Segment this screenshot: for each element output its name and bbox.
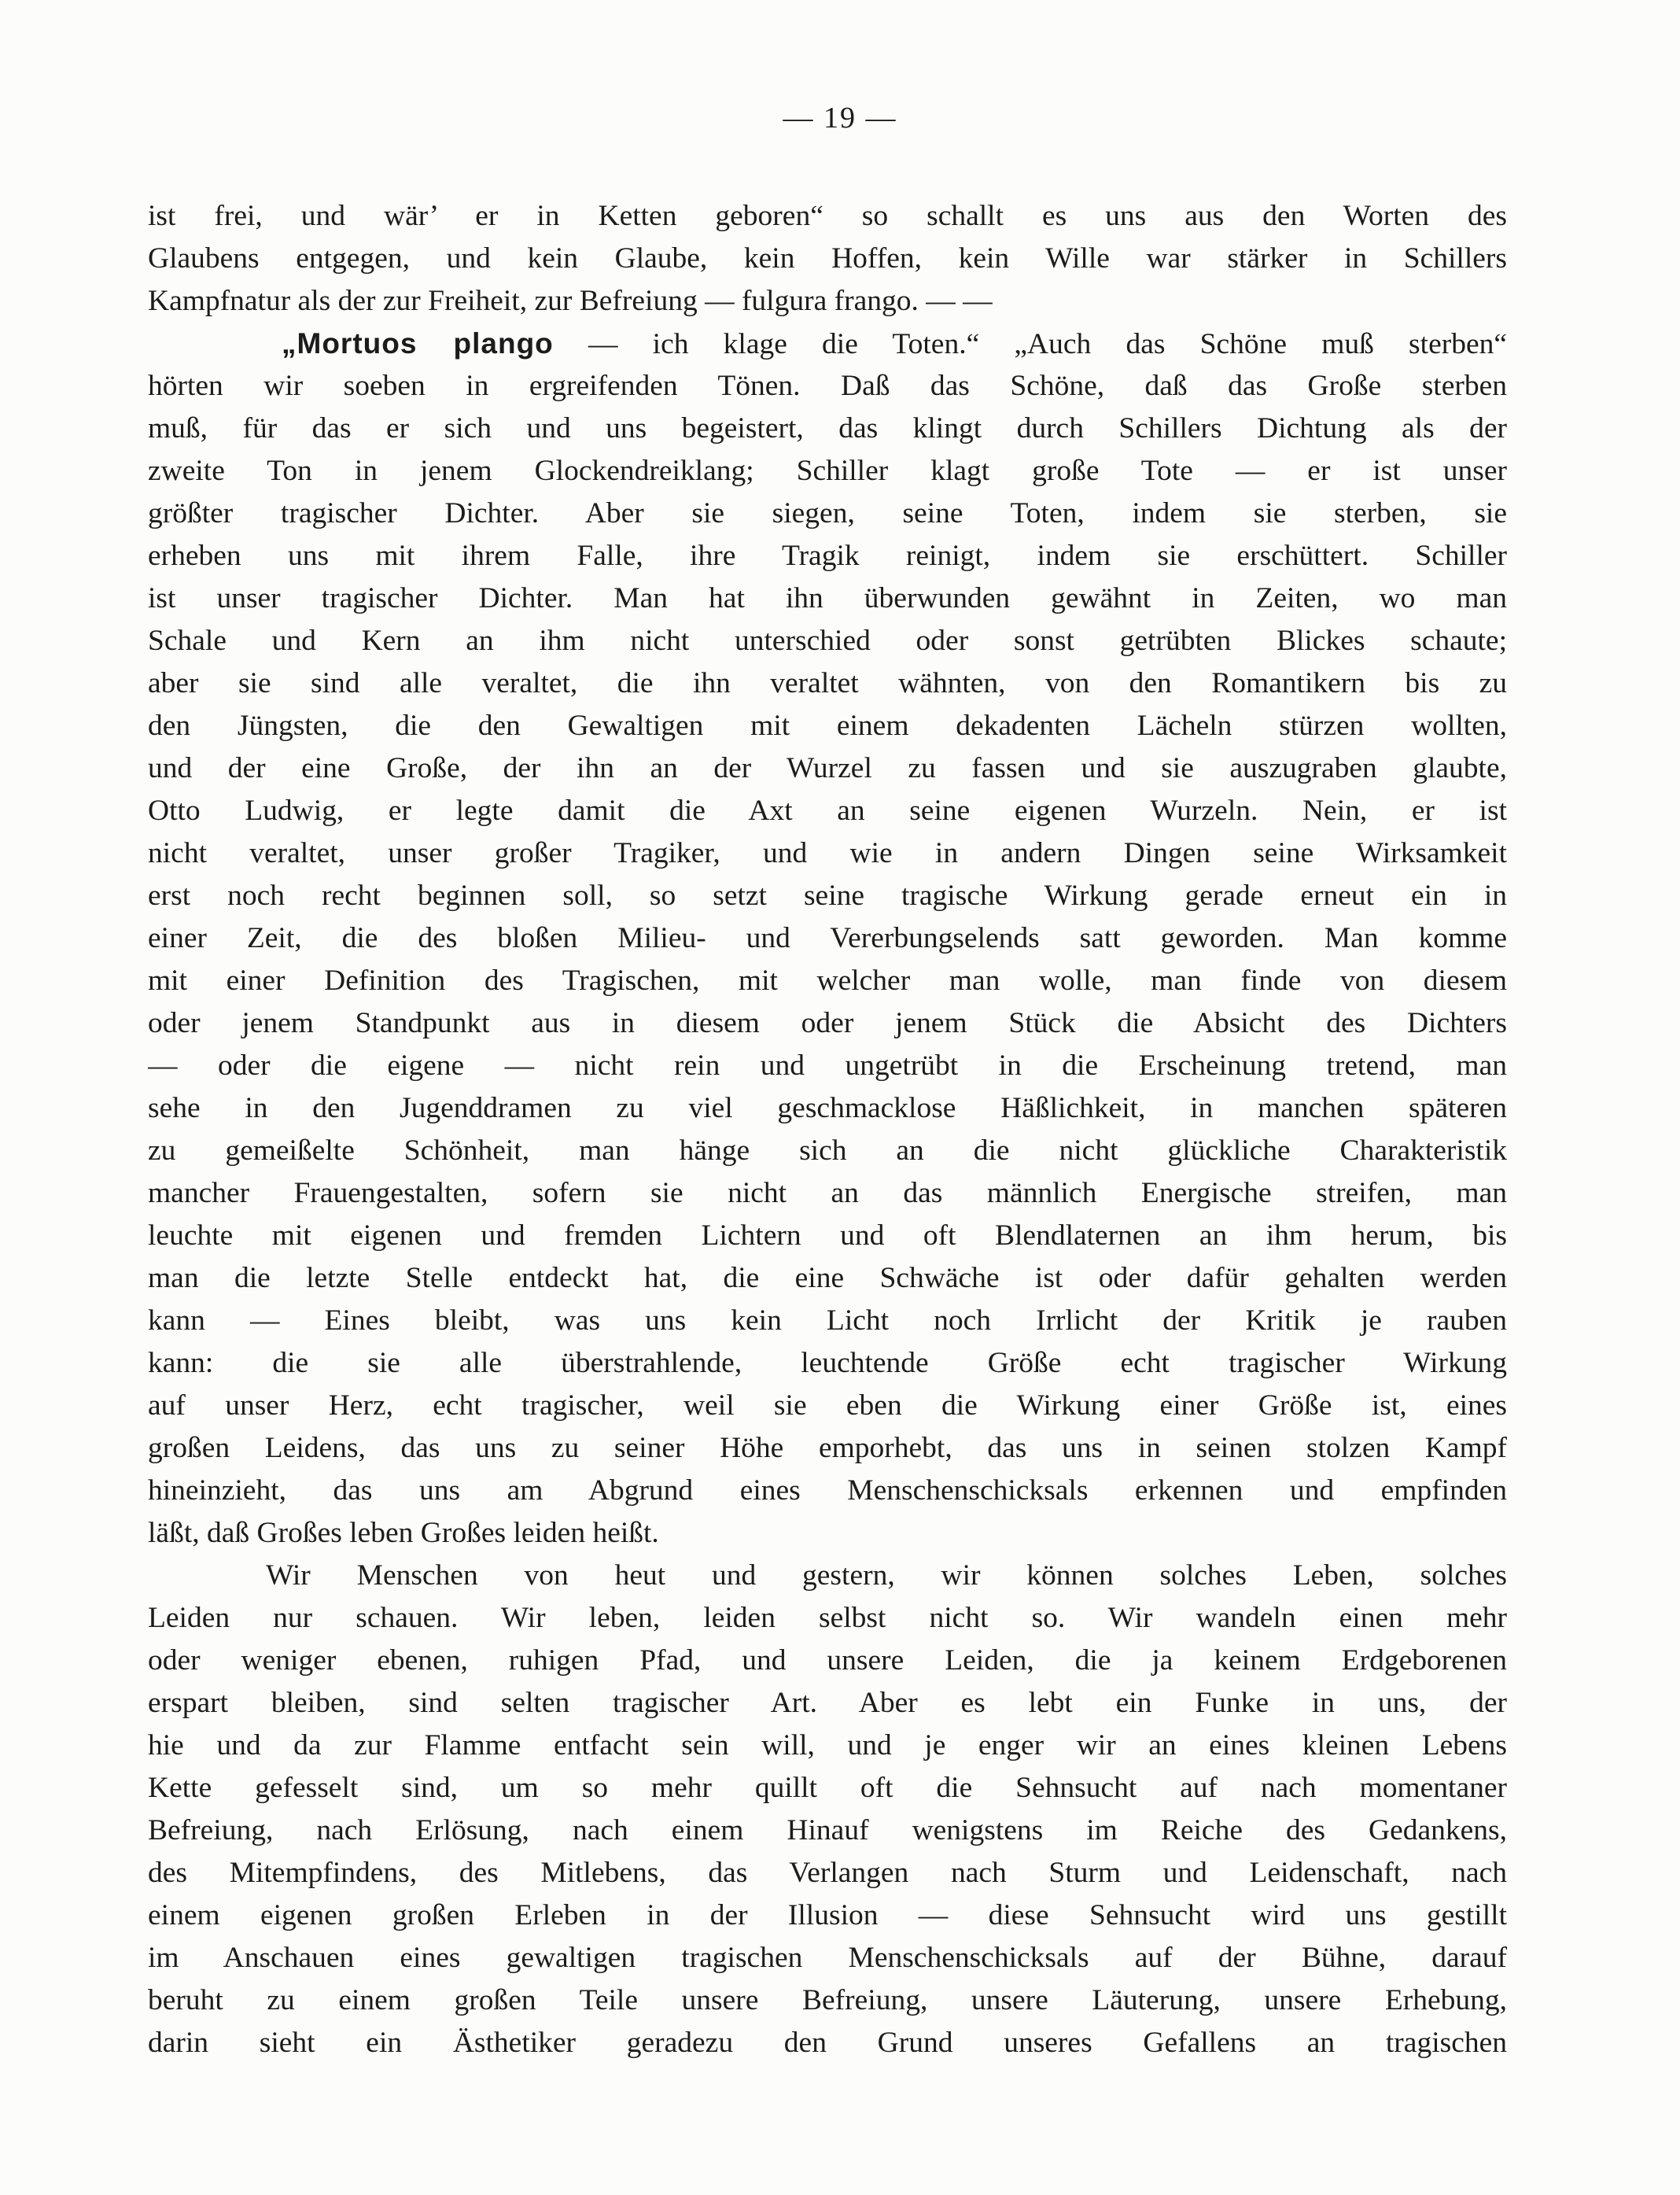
paragraph-1 xyxy=(148,195,1507,323)
text-line: und der eine Große, der ihn an der Wurzel zu fassen und sie auszugraben glaubte, xyxy=(148,752,1507,784)
body-text xyxy=(148,195,1507,2064)
text-line: größter tragischer Dichter. Aber sie siegen, seine Toten, indem sie sterben, sie xyxy=(148,497,1507,529)
text-line: erheben uns mit ihrem Falle, ihre Tragik reinigt, indem sie erschüttert. Schiller xyxy=(148,540,1507,572)
text-line: Schale und Kern an ihm nicht unterschied oder sonst getrübten Blickes schaute; xyxy=(148,625,1507,657)
text-line: hie und da zur Flamme entfacht sein will, und je enger wir an eines kleinen Lebens xyxy=(148,1729,1507,1762)
text-line: Kampfnatur als der zur Freiheit, zur Befreiung — fulgura frango. — — xyxy=(148,285,993,317)
text-line: beruht zu einem großen Teile unsere Befreiung, unsere Läuterung, unsere Erhebung, xyxy=(148,1984,1507,2016)
emphasized-phrase: „Mortuos plango xyxy=(282,327,554,360)
text-line: des Mitempfindens, des Mitlebens, das Verlangen nach Sturm und Leidenschaft, nach xyxy=(148,1857,1507,1889)
text-line: erspart bleiben, sind selten tragischer Art. Aber es lebt ein Funke in uns, der xyxy=(148,1687,1507,1719)
page-number: — 19 — xyxy=(783,101,897,135)
text-line: Leiden nur schauen. Wir leben, leiden selbst nicht so. Wir wandeln einen mehr xyxy=(148,1602,1507,1634)
text-line: Glaubens entgegen, und kein Glaube, kein Hoffen, kein Wille war stärker in Schillers xyxy=(148,242,1507,275)
text-line: Kette gefesselt sind, um so mehr quillt oft die Sehnsucht auf nach momentaner xyxy=(148,1772,1507,1804)
text-line: nicht veraltet, unser großer Tragiker, und wie in andern Dingen seine Wirksamkeit xyxy=(148,837,1507,869)
text-line: den Jüngsten, die den Gewaltigen mit einem dekadenten Lächeln stürzen wollten, xyxy=(148,710,1507,742)
text-line: hineinzieht, das uns am Abgrund eines Menschenschicksals erkennen und empfinden xyxy=(148,1474,1507,1507)
paragraph-2 xyxy=(148,323,1507,1555)
text-line: kann — Eines bleibt, was uns kein Licht noch Irrlicht der Kritik je rauben xyxy=(148,1304,1507,1337)
text-line: muß, für das er sich und uns begeistert, das klingt durch Schillers Dichtung als der xyxy=(148,412,1507,445)
text-line: sehe in den Jugenddramen zu viel geschmacklose Häßlichkeit, in manchen späteren xyxy=(148,1092,1507,1124)
text-line: Otto Ludwig, er legte damit die Axt an seine eigenen Wurzeln. Nein, er ist xyxy=(148,795,1507,827)
text-line: ist unser tragischer Dichter. Man hat ihn überwunden gewähnt in Zeiten, wo man xyxy=(148,582,1507,614)
text-line: mit einer Definition des Tragischen, mit welcher man wolle, man finde von diesem xyxy=(148,965,1507,997)
line-text: — ich klage die Toten.“ „Auch das Schöne muß sterben“ xyxy=(553,328,1507,360)
text-line: oder weniger ebenen, ruhigen Pfad, und unsere Leiden, die ja keinem Erdgeborenen xyxy=(148,1644,1507,1677)
text-line: man die letzte Stelle entdeckt hat, die eine Schwäche ist oder dafür gehalten werden xyxy=(148,1262,1507,1294)
text-line: zweite Ton in jenem Glockendreiklang; Schiller klagt große Tote — er ist unser xyxy=(148,455,1507,487)
text-line: hörten wir soeben in ergreifenden Tönen. Daß das Schöne, daß das Große sterben xyxy=(148,370,1507,402)
text-line: einer Zeit, die des bloßen Milieu- und Vererbungselends satt geworden. Man komme xyxy=(148,922,1507,954)
text-line: ist frei, und wär’ er in Ketten geboren“ so schallt es uns aus den Worten des xyxy=(148,200,1507,232)
text-line: im Anschauen eines gewaltigen tragischen Menschenschicksals auf der Bühne, darauf xyxy=(148,1942,1507,1974)
text-line: einem eigenen großen Erleben in der Illusion — diese Sehnsucht wird uns gestillt xyxy=(148,1899,1507,1931)
text-line: darin sieht ein Ästhetiker geradezu den Grund unseres Gefallens an tragischen xyxy=(148,2027,1507,2059)
paragraph-3 xyxy=(148,1555,1507,2064)
text-line: oder jenem Standpunkt aus in diesem oder jenem Stück die Absicht des Dichters xyxy=(148,1007,1507,1039)
text-line xyxy=(148,323,1507,365)
text-line: auf unser Herz, echt tragischer, weil sie eben die Wirkung einer Größe ist, eines xyxy=(148,1389,1507,1422)
text-line: läßt, daß Großes leben Großes leiden heißt. xyxy=(148,1517,659,1549)
text-line: erst noch recht beginnen soll, so setzt seine tragische Wirkung gerade erneut ein in xyxy=(148,880,1507,912)
text-line: aber sie sind alle veraltet, die ihn veraltet wähnten, von den Romantikern bis zu xyxy=(148,667,1507,699)
text-line: kann: die sie alle überstrahlende, leuchtende Größe echt tragischer Wirkung xyxy=(148,1347,1507,1379)
text-line: Befreiung, nach Erlösung, nach einem Hinauf wenigstens im Reiche des Gedankens, xyxy=(148,1814,1507,1846)
text-line: leuchte mit eigenen und fremden Lichtern und oft Blendlaternen an ihm herum, bis xyxy=(148,1219,1507,1252)
text-line: mancher Frauengestalten, sofern sie nicht an das männlich Energische streifen, man xyxy=(148,1177,1507,1209)
text-line: — oder die eigene — nicht rein und ungetrübt in die Erscheinung tretend, man xyxy=(148,1050,1507,1082)
text-line: großen Leidens, das uns zu seiner Höhe emporhebt, das uns in seinen stolzen Kampf xyxy=(148,1432,1507,1464)
text-line: Wir Menschen von heut und gestern, wir können solches Leben, solches xyxy=(266,1559,1507,1592)
text-line: zu gemeißelte Schönheit, man hänge sich an die nicht glückliche Charakteristik xyxy=(148,1134,1507,1167)
